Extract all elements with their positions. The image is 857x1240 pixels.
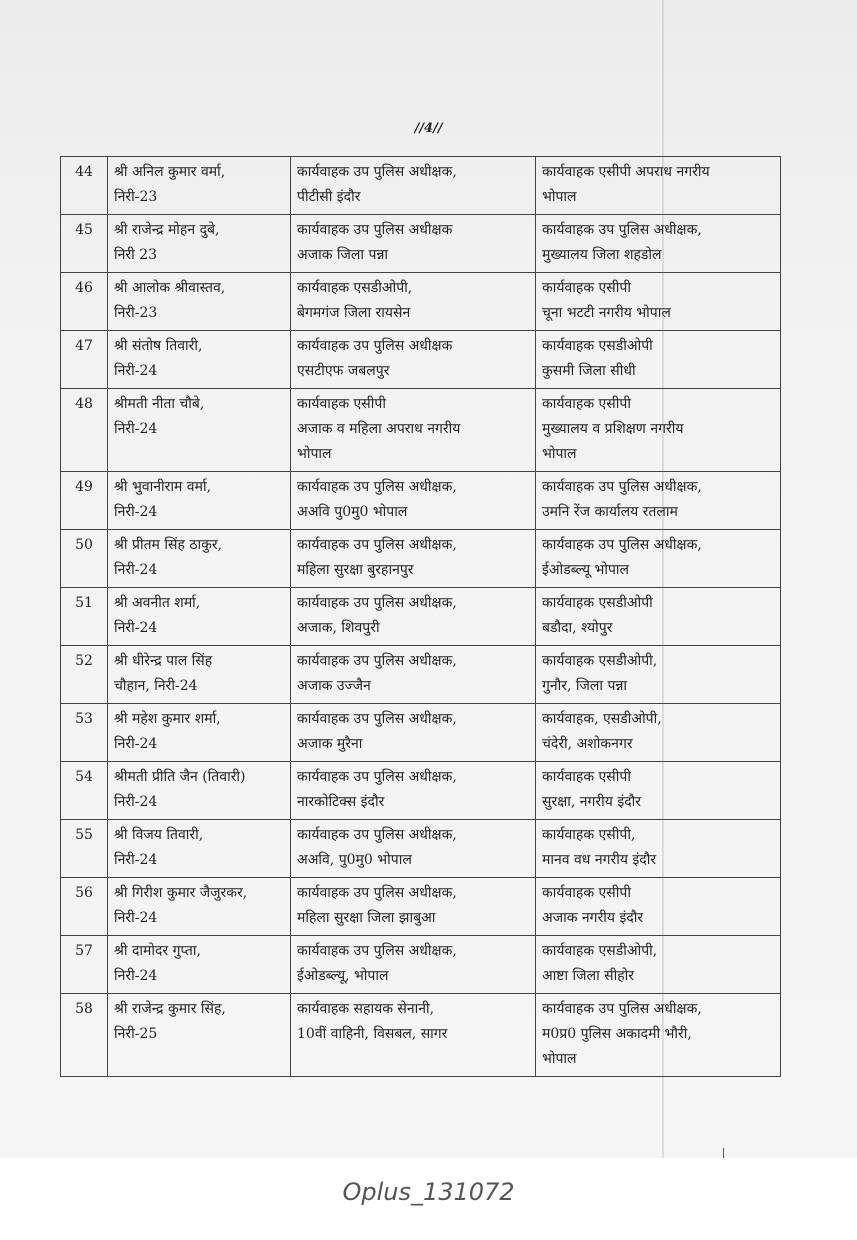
- officer-name-cell: [108, 588, 291, 646]
- cell-line: भोपाल: [542, 446, 577, 462]
- cell-line: निरी-24: [114, 794, 158, 810]
- current-posting-cell: [291, 157, 536, 215]
- cell-line: चंदेरी, अशोकनगर: [542, 736, 633, 752]
- officer-name-cell: [108, 389, 291, 472]
- cell-line: कार्यवाहक उप पुलिस अधीक्षक,: [297, 653, 457, 669]
- cell-line: निरी-24: [114, 910, 158, 926]
- table-row: [61, 704, 781, 762]
- cell-line: श्री महेश कुमार शर्मा,: [114, 711, 221, 727]
- current-posting-cell: [291, 878, 536, 936]
- serial-number-cell: 56: [61, 878, 108, 936]
- table-row: [61, 331, 781, 389]
- cell-line: ईओडब्ल्यू, भोपाल: [297, 968, 389, 984]
- cell-line: श्री दामोदर गुप्ता,: [114, 943, 201, 959]
- current-posting-cell: [291, 936, 536, 994]
- cell-line: बडौदा, श्योपुर: [542, 620, 613, 636]
- cell-line: श्री भुवानीराम वर्मा,: [114, 479, 212, 495]
- serial-number-cell: 58: [61, 994, 108, 1077]
- cell-line: श्री गिरीश कुमार जैजुरकर,: [114, 885, 248, 901]
- officer-name-cell: [108, 820, 291, 878]
- cell-line: मानव वध नगरीय इंदौर: [542, 852, 657, 868]
- serial-number-cell: 46: [61, 273, 108, 331]
- cell-line: श्री अवनीत शर्मा,: [114, 595, 201, 611]
- officer-name-cell: [108, 878, 291, 936]
- cell-line: निरी-23: [114, 305, 158, 321]
- cell-line: कार्यवाहक एसडीओपी,: [542, 653, 658, 669]
- cell-line: श्री धीरेन्द्र पाल सिंह: [114, 653, 213, 669]
- cell-line: कार्यवाहक एसीपी: [542, 885, 631, 901]
- table-row: [61, 389, 781, 472]
- new-posting-cell: [536, 646, 781, 704]
- cell-line: निरी-24: [114, 421, 158, 437]
- cell-line: श्री विजय तिवारी,: [114, 827, 204, 843]
- cell-line: कार्यवाहक उप पुलिस अधीक्षक,: [542, 537, 702, 553]
- table-row: [61, 994, 781, 1077]
- cell-line: सुरक्षा, नगरीय इंदौर: [542, 794, 641, 810]
- cell-line: श्री राजेन्द्र मोहन दुबे,: [114, 222, 220, 238]
- cell-line: मुख्यालय व प्रशिक्षण नगरीय: [542, 421, 684, 437]
- new-posting-cell: [536, 215, 781, 273]
- cell-line: कुसमी जिला सीधी: [542, 363, 636, 379]
- serial-number-cell: 54: [61, 762, 108, 820]
- cell-line: अजाक मुरैना: [297, 736, 363, 752]
- officer-name-cell: [108, 273, 291, 331]
- table-row: [61, 936, 781, 994]
- serial-number-cell: 57: [61, 936, 108, 994]
- new-posting-cell: [536, 588, 781, 646]
- serial-number-cell: 52: [61, 646, 108, 704]
- table-row: [61, 588, 781, 646]
- table-row: [61, 646, 781, 704]
- table-row: [61, 762, 781, 820]
- cell-line: कार्यवाहक उप पुलिस अधीक्षक,: [542, 1001, 702, 1017]
- cell-line: कार्यवाहक उप पुलिस अधीक्षक,: [297, 479, 457, 495]
- cell-line: कार्यवाहक एसडीओपी: [542, 338, 653, 354]
- cell-line: कार्यवाहक एसीपी: [542, 396, 631, 412]
- new-posting-cell: [536, 157, 781, 215]
- cell-line: कार्यवाहक उप पुलिस अधीक्षक,: [297, 943, 457, 959]
- cell-line: चूना भटटी नगरीय भोपाल: [542, 305, 671, 321]
- new-posting-cell: [536, 389, 781, 472]
- cell-line: कार्यवाहक सहायक सेनानी,: [297, 1001, 435, 1017]
- cell-line: कार्यवाहक उप पुलिस अधीक्षक,: [297, 827, 457, 843]
- cell-line: एसटीएफ जबलपुर: [297, 363, 390, 379]
- cell-line: निरी 23: [114, 247, 158, 263]
- current-posting-cell: [291, 994, 536, 1077]
- new-posting-cell: [536, 273, 781, 331]
- officer-name-cell: [108, 472, 291, 530]
- officer-name-cell: [108, 994, 291, 1077]
- cell-line: भोपाल: [297, 446, 332, 462]
- current-posting-cell: [291, 472, 536, 530]
- cell-line: कार्यवाहक उप पुलिस अधीक्षक: [297, 338, 453, 354]
- cell-line: निरी-24: [114, 852, 158, 868]
- new-posting-cell: [536, 994, 781, 1077]
- cell-line: अजाक जिला पन्ना: [297, 247, 389, 263]
- cell-line: अजाक नगरीय इंदौर: [542, 910, 644, 926]
- current-posting-cell: [291, 389, 536, 472]
- cell-line: कार्यवाहक एसीपी: [297, 396, 386, 412]
- officer-name-cell: [108, 646, 291, 704]
- cell-line: अजाक उज्जैन: [297, 678, 371, 694]
- cell-line: श्रीमती नीता चौबे,: [114, 396, 205, 412]
- cell-line: निरी-25: [114, 1026, 158, 1042]
- cell-line: श्री राजेन्द्र कुमार सिंह,: [114, 1001, 226, 1017]
- officer-name-cell: [108, 936, 291, 994]
- current-posting-cell: [291, 762, 536, 820]
- table-row: [61, 472, 781, 530]
- cell-line: कार्यवाहक उप पुलिस अधीक्षक,: [297, 164, 457, 180]
- cell-line: कार्यवाहक उप पुलिस अधीक्षक,: [297, 537, 457, 553]
- officer-name-cell: [108, 331, 291, 389]
- officer-name-cell: [108, 704, 291, 762]
- current-posting-cell: [291, 820, 536, 878]
- cell-line: कार्यवाहक, एसडीओपी,: [542, 711, 662, 727]
- table-row: [61, 820, 781, 878]
- cell-line: निरी-23: [114, 189, 158, 205]
- cell-line: म0प्र0 पुलिस अकादमी भौरी,: [542, 1026, 692, 1042]
- cell-line: महिला सुरक्षा बुरहानपुर: [297, 562, 414, 578]
- cell-line: कार्यवाहक उप पुलिस अधीक्षक,: [297, 769, 457, 785]
- serial-number-cell: 47: [61, 331, 108, 389]
- current-posting-cell: [291, 530, 536, 588]
- cell-line: निरी-24: [114, 562, 158, 578]
- serial-number-cell: 45: [61, 215, 108, 273]
- serial-number-cell: 49: [61, 472, 108, 530]
- cell-line: कार्यवाहक उप पुलिस अधीक्षक,: [297, 595, 457, 611]
- table-row: [61, 215, 781, 273]
- current-posting-cell: [291, 331, 536, 389]
- cell-line: कार्यवाहक एसडीओपी,: [542, 943, 658, 959]
- table-row: [61, 530, 781, 588]
- serial-number-cell: 51: [61, 588, 108, 646]
- cell-line: निरी-24: [114, 968, 158, 984]
- cell-line: अजाक व महिला अपराध नगरीय: [297, 421, 461, 437]
- serial-number-cell: 44: [61, 157, 108, 215]
- cell-line: श्री संतोष तिवारी,: [114, 338, 203, 354]
- cell-line: कार्यवाहक उप पुलिस अधीक्षक: [297, 222, 453, 238]
- cell-line: अजाक, शिवपुरी: [297, 620, 380, 636]
- current-posting-cell: [291, 215, 536, 273]
- cell-line: बेगमगंज जिला रायसेन: [297, 305, 411, 321]
- new-posting-cell: [536, 820, 781, 878]
- cell-line: आष्टा जिला सीहोर: [542, 968, 635, 984]
- current-posting-cell: [291, 273, 536, 331]
- cell-line: भोपाल: [542, 1051, 577, 1067]
- table-row: [61, 157, 781, 215]
- cell-line: 10वीं वाहिनी, विसबल, सागर: [297, 1026, 448, 1042]
- cell-line: मुख्यालय जिला शहडोल: [542, 247, 662, 263]
- cell-line: श्री अनिल कुमार वर्मा,: [114, 164, 226, 180]
- cell-line: कार्यवाहक उप पुलिस अधीक्षक,: [297, 885, 457, 901]
- new-posting-cell: [536, 878, 781, 936]
- serial-number-cell: 53: [61, 704, 108, 762]
- current-posting-cell: [291, 704, 536, 762]
- page-number: //4//: [414, 121, 443, 136]
- cell-line: कार्यवाहक एसीपी: [542, 769, 631, 785]
- serial-number-cell: 55: [61, 820, 108, 878]
- serial-number-cell: 50: [61, 530, 108, 588]
- current-posting-cell: [291, 646, 536, 704]
- cell-line: अअवि, पु0मु0 भोपाल: [297, 852, 412, 868]
- officer-name-cell: [108, 157, 291, 215]
- new-posting-cell: [536, 936, 781, 994]
- cell-line: निरी-24: [114, 736, 158, 752]
- cell-line: गुनौर, जिला पन्ना: [542, 678, 628, 694]
- new-posting-cell: [536, 331, 781, 389]
- new-posting-cell: [536, 762, 781, 820]
- cell-line: निरी-24: [114, 363, 158, 379]
- cell-line: श्रीमती प्रीति जैन (तिवारी): [114, 769, 246, 785]
- table-row: [61, 273, 781, 331]
- current-posting-cell: [291, 588, 536, 646]
- cell-line: कार्यवाहक एसीपी: [542, 280, 631, 296]
- cell-line: उमनि रेंज कार्यालय रतलाम: [542, 504, 678, 520]
- officer-name-cell: [108, 762, 291, 820]
- cell-line: श्री आलोक श्रीवास्तव,: [114, 280, 226, 296]
- cell-line: महिला सुरक्षा जिला झाबुआ: [297, 910, 436, 926]
- table-row: [61, 878, 781, 936]
- pen-mark: [723, 1148, 724, 1158]
- new-posting-cell: [536, 472, 781, 530]
- serial-number-cell: 48: [61, 389, 108, 472]
- cell-line: निरी-24: [114, 620, 158, 636]
- camera-watermark: Oplus_131072: [342, 1178, 515, 1206]
- officer-name-cell: [108, 215, 291, 273]
- cell-line: कार्यवाहक एसीपी अपराध नगरीय: [542, 164, 710, 180]
- cell-line: अअवि पु0मु0 भोपाल: [297, 504, 408, 520]
- cell-line: कार्यवाहक उप पुलिस अधीक्षक,: [542, 479, 702, 495]
- cell-line: श्री प्रीतम सिंह ठाकुर,: [114, 537, 223, 553]
- cell-line: नारकोटिक्स इंदौर: [297, 794, 385, 810]
- new-posting-cell: [536, 704, 781, 762]
- cell-line: भोपाल: [542, 189, 577, 205]
- cell-line: ईओडब्ल्यू भोपाल: [542, 562, 630, 578]
- cell-line: कार्यवाहक एसडीओपी,: [297, 280, 413, 296]
- cell-line: निरी-24: [114, 504, 158, 520]
- transfer-table: [60, 156, 781, 1077]
- cell-line: कार्यवाहक उप पुलिस अधीक्षक,: [542, 222, 702, 238]
- cell-line: कार्यवाहक उप पुलिस अधीक्षक,: [297, 711, 457, 727]
- cell-line: पीटीसी इंदौर: [297, 189, 361, 205]
- officer-name-cell: [108, 530, 291, 588]
- cell-line: कार्यवाहक एसडीओपी: [542, 595, 653, 611]
- cell-line: कार्यवाहक एसीपी,: [542, 827, 636, 843]
- new-posting-cell: [536, 530, 781, 588]
- cell-line: चौहान, निरी-24: [114, 678, 198, 694]
